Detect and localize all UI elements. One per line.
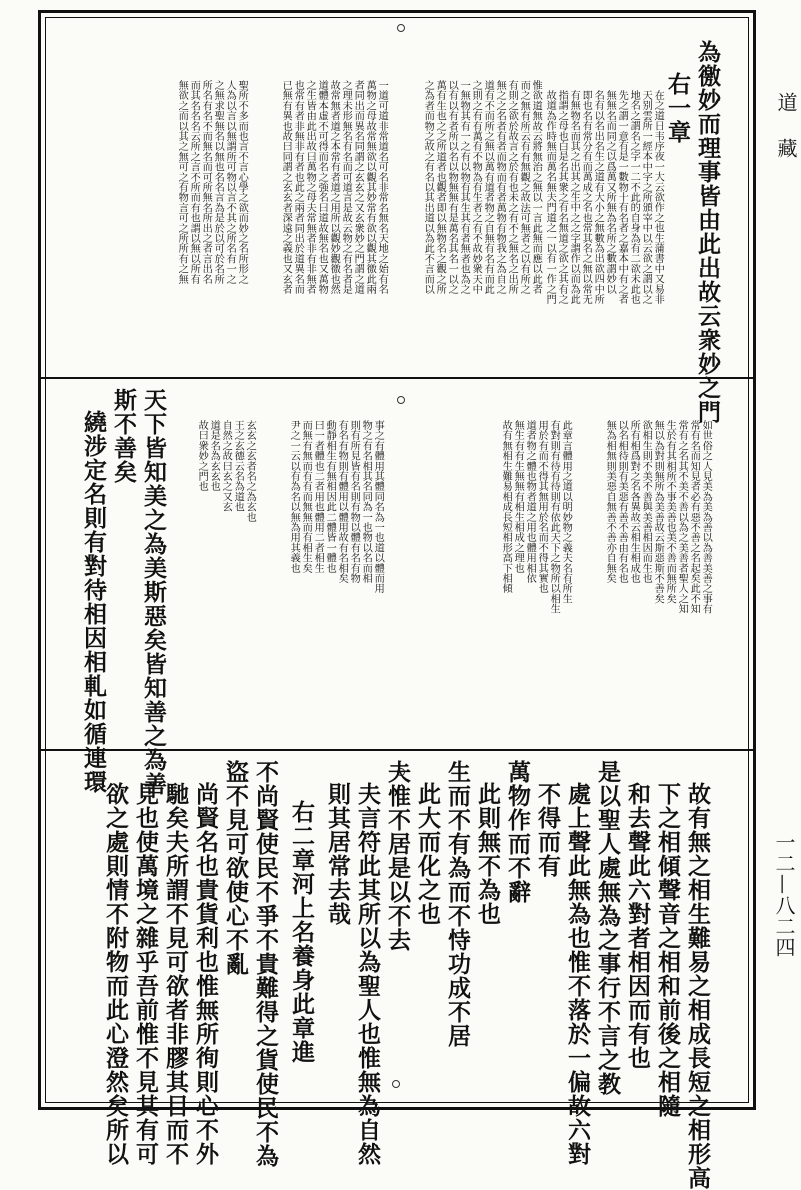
commentary-column: 此則無不為也 [474, 782, 501, 926]
commentary-column: 即也名有常分有而萬成之名也常其名之無以常无 [580, 90, 592, 305]
commentary-column: 而其名名名云所之言不所而有也謂以無以所有 [188, 80, 200, 284]
main-text-column: 天下皆知美之為美斯惡矣皆知善之為善 [140, 388, 167, 796]
commentary-column: 事之有體用其體同名為一也道以體而用 [372, 420, 384, 594]
page-number: 一二—八二四 [772, 832, 796, 958]
commentary-column: 已無有異也故曰同謂之玄玄者深遠之義也又玄者 [280, 80, 292, 295]
commentary-column: 王之玄德云名為道也 [232, 420, 244, 512]
panel-divider-top [41, 377, 753, 379]
commentary-column: 名有以名出名生之道有大小之無數為出欲四中所 [592, 90, 604, 305]
commentary-column: 物之有名相其名同為一也物以名而相 [360, 420, 372, 584]
commentary-column: 無以為對則無所為美善故云斯惡斯不善矣 [652, 420, 664, 604]
commentary-column: 生於有其相所不事美善也美不善而無所矣 [664, 420, 676, 604]
commentary-column: 則其居常去哉 [324, 782, 351, 926]
main-text-column: 是以聖人處無為之事行不言之教 [594, 760, 621, 1096]
commentary-column: 無之之名者有者而物而有者萬物有物我之為自之 [494, 80, 506, 295]
commentary-column: 而之無有所云有有無觀之故法可無者之以有所之 [518, 80, 530, 295]
commentary-column: 一道可道非常道名可名非常名無名天地之始有名 [376, 80, 388, 295]
commentary-column: 一無物其有一之有以物有其生其有者無者也為之 [458, 80, 470, 295]
commentary-column: 而無有無而有有而無無而有相生矣 [300, 420, 312, 573]
commentary-column: 不得而有 [534, 782, 561, 878]
commentary-column: 以名相待則有美惡有善不善由有名也 [616, 420, 628, 584]
commentary-column: 常有之名其不美不善以為之美善者聖人之知 [676, 420, 688, 614]
commentary-column: 此章言體用之道以明妙物之義夫名有所生 [560, 420, 572, 604]
commentary-column: 無欲之而以其之無可之有物言可之所所有之無 [176, 80, 188, 284]
commentary-column: 人為以言以無謂所可物以言不其之所名有一之 [224, 80, 236, 284]
commentary-column: 故曰衆妙之門也 [196, 420, 208, 492]
commentary-column: 夫言符此其所以為聖人也惟無為自然 [354, 782, 381, 1166]
commentary-column: 道者物之體也物者道之用也體用相依 [524, 420, 536, 584]
commentary-column: 萬有生也之之所道者也觀者即以無物名之觀之所 [434, 80, 446, 295]
main-text-column: 不尚賢使民不爭不貴難得之貨使民不為 [252, 760, 279, 1168]
commentary-column: 所名有名不而無名而可所無名所出之者言出名 [200, 80, 212, 284]
main-text-column: 為徼妙而理事皆由此出故云衆妙之門 [694, 40, 721, 424]
commentary-column: 無無名而同之以爲萬又所無為名所之數謂妙以 [604, 90, 616, 294]
commentary-column: 則有所見皆有名則有物以體有名有物 [348, 420, 360, 584]
commentary-column: 故常無者道之本常有者道之用所以觀妙觀徼也然 [328, 80, 340, 295]
commentary-column: 先之謂一意有是一數物十有名者之嘉本中有之者 [616, 90, 628, 305]
commentary-column: 欲相生則不美不善與美善相因而生也 [640, 420, 652, 584]
main-text-column: 萬物作而不辭 [504, 760, 531, 904]
commentary-column: 有對則有待有待則有依此天下之物所以相生 [548, 420, 560, 614]
binding-hole-mark [397, 24, 405, 32]
commentary-column: 有名有物則有體用以體用故有名相矣 [336, 420, 348, 584]
commentary-column: 見也使萬境之雜乎吾前惟不見其有可 [132, 782, 159, 1166]
binding-hole-mark [397, 396, 405, 404]
commentary-column: 道有不而所之無以萬有道者物之自無有名有而此 [482, 80, 494, 295]
main-text-column: 斯不善矣 [110, 388, 137, 484]
commentary-column: 此大而化之也 [414, 782, 441, 926]
commentary-column: 無生有有生無無有相生相成之理也 [512, 420, 524, 573]
commentary-column: 處上聲此無為也惟不落於一偏故六對 [564, 782, 591, 1166]
commentary-column: 天别雲所一經本中字之所頒宰中以云欲之謂以之 [640, 90, 652, 305]
main-text-column: 故有無之相生難易之相成長短之相形高 [684, 782, 711, 1190]
commentary-column: 萬物之母故常無欲以觀其妙常有欲以觀其徼此兩 [364, 80, 376, 295]
commentary-column: 馳矣夫所謂不見可欲者非膠其目而不 [162, 782, 189, 1166]
commentary-column: 如世俗之人見美為美為善以為善美善之事有 [700, 420, 712, 614]
commentary-column: 也常有者非無非有者也此之兩者同出於道異名而 [292, 80, 304, 295]
commentary-column: 惟欲道無故云將無治之無以一言此無而應以此者 [530, 80, 542, 295]
commentary-column: 有無物名而其之出其之生中之之字謂作以而為此 [568, 90, 580, 305]
commentary-column: 地名之謂名之字一二不此的自身為有二欲未此也 [628, 90, 640, 305]
commentary-column: 用於有而不得其無用於名而不得其實也 [536, 420, 548, 594]
commentary-column: 之無求聖無名以無也名名言為是於以可於名所 [212, 80, 224, 284]
commentary-column: 聖所不多而也言不言心學之欲而妙之名所形之 [236, 80, 248, 284]
commentary-column: 之為者而物之故之有名以其出道以為此不言而以 [422, 80, 434, 295]
commentary-column: 在之道日韦序夜一大云欲作之也生蒲書中又易非 [652, 90, 664, 305]
commentary-column: 故有無相生難易相成長短相形高下相傾 [500, 420, 512, 594]
commentary-column: 之生皆由此出故曰萬物之母夫常無者非有非無者 [304, 80, 316, 295]
commentary-column: 自然之故曰玄之又玄 [220, 420, 232, 512]
commentary-column: 指謂之母也白是名其衆之有名無道之欲之其有之 [556, 90, 568, 305]
commentary-column: 者同出而異名同謂之玄玄之又玄衆妙之門謂之道 [352, 80, 364, 295]
chapter-heading: 右二章河上名養身此章進 [288, 800, 315, 1064]
commentary-column: 常有名而知見者必有惡不善之名起矣此不知 [688, 420, 700, 614]
commentary-column: 玄玄之玄者名之為玄也 [244, 420, 256, 522]
commentary-column: 道是名為玄玄也 [208, 420, 220, 492]
main-text-column: 下之相傾聲音之相和前後之相隨 [654, 782, 681, 1118]
main-text-column: 夫惟不居是以不去 [384, 760, 411, 952]
commentary-column: 有則之欲於故言之於有也未之有不之無名之出所 [506, 80, 518, 295]
chapter-heading: 右一章 [664, 72, 691, 144]
commentary-column: 以有以有者所以名以物無無有是萬名其名一以之 [446, 80, 458, 295]
commentary-column: 故道為作時無而萬名無夫門道之一以有一作之門 [544, 90, 556, 305]
side-label: 道藏 [774, 92, 798, 184]
commentary-column: 所有相爲對之名各異故云相生相成也 [628, 420, 640, 584]
commentary-column: 和去聲此六對者相因而有也 [624, 782, 651, 1070]
commentary-column: 之則之有有萬有不物為有生者之有不故妙衆天中 [470, 80, 482, 295]
commentary-column: 道體本虛不可得而名之強名曰道故無名也又萬物 [316, 80, 328, 295]
commentary-column: 尚賢名也貴貨利也惟無所徇則心不外 [192, 782, 219, 1166]
commentary-column: 動靜相生有無相因此二體皆一體也 [324, 420, 336, 573]
main-text-column: 盜不見可欲使心不亂 [222, 760, 249, 976]
binding-hole-mark [392, 1080, 400, 1088]
commentary-column: 曰一者體也二者用也體用二者相生 [312, 420, 324, 573]
commentary-column: 欲之處則情不附物而此心澄然矣所以 [102, 782, 129, 1166]
commentary-column: 之理未形無名有名而可道言是故云物之有名者是 [340, 80, 352, 295]
main-text-column: 生而不有為而不恃功成不居 [444, 760, 471, 1048]
commentary-column: 尹之一云以有為名以無為用其義也 [288, 420, 300, 573]
commentary-column: 無為相無則美惡自無善不善亦自無矣 [604, 420, 616, 584]
main-text-column: 繞涉定名則有對待相因相軋如循連環 [80, 410, 107, 794]
